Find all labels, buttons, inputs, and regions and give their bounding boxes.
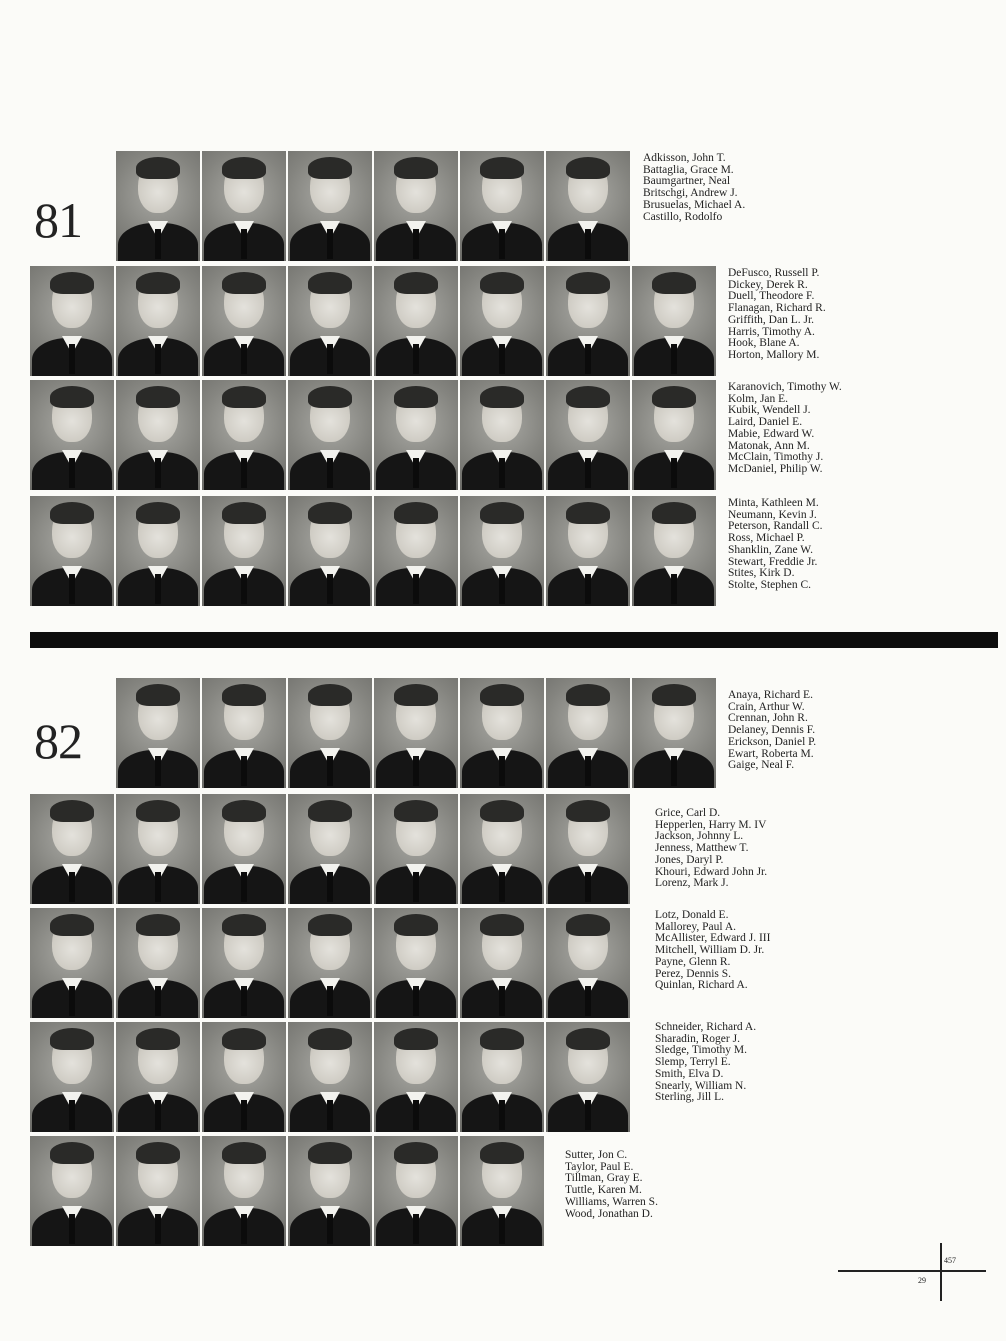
portrait-photo	[202, 151, 286, 261]
name-list	[643, 153, 745, 223]
cadet-name: Hook, Blane A.	[728, 337, 800, 350]
cadet-name: Khouri, Edward John Jr.	[655, 865, 768, 878]
cadet-name: Battaglia, Grace M.	[643, 163, 734, 176]
portrait-photo	[546, 908, 630, 1018]
portrait-photo	[460, 794, 544, 904]
name-list	[655, 910, 770, 992]
portrait-photo	[546, 380, 630, 490]
portrait-photo	[116, 266, 200, 376]
cadet-name: Ewart, Roberta M.	[728, 747, 814, 760]
cadet-name: Mallorey, Paul A.	[655, 920, 737, 933]
cadet-name: Gaige, Neal F.	[728, 759, 795, 772]
portrait-photo	[374, 151, 458, 261]
cadet-name: Tuttle, Karen M.	[565, 1184, 642, 1197]
cadet-name: Stolte, Stephen C.	[728, 578, 812, 591]
cadet-name: Lorenz, Mark J.	[655, 877, 729, 890]
cadet-name: Erickson, Daniel P.	[728, 735, 817, 748]
cadet-name: Griffith, Dan L. Jr.	[728, 313, 815, 326]
portrait-photo	[288, 908, 372, 1018]
portrait-photo	[30, 1136, 114, 1246]
portrait-row	[30, 496, 716, 606]
name-list	[728, 498, 823, 592]
portrait-photo	[288, 151, 372, 261]
portrait-photo	[116, 380, 200, 490]
portrait-photo	[116, 908, 200, 1018]
portrait-photo	[460, 678, 544, 788]
portrait-photo	[202, 380, 286, 490]
cadet-name: Flanagan, Richard R.	[728, 302, 826, 315]
portrait-photo	[30, 496, 114, 606]
cadet-name: Sharadin, Roger J.	[655, 1032, 740, 1045]
portrait-photo	[460, 908, 544, 1018]
portrait-photo	[374, 496, 458, 606]
cadet-name: Ross, Michael P.	[728, 532, 805, 545]
cadet-name: Shanklin, Zane W.	[728, 543, 813, 556]
section-label-81: 81	[34, 192, 82, 248]
portrait-photo	[288, 266, 372, 376]
cadet-name: Lotz, Donald E.	[655, 909, 729, 921]
portrait-photo	[202, 794, 286, 904]
portrait-photo	[632, 266, 716, 376]
section-label-82: 82	[34, 713, 82, 769]
portrait-row	[30, 794, 630, 904]
section-divider	[30, 632, 998, 648]
cadet-name: Taylor, Paul E.	[565, 1160, 634, 1173]
cadet-name: Tillman, Gray E.	[565, 1172, 643, 1185]
cadet-name: Karanovich, Timothy W.	[728, 381, 842, 393]
portrait-photo	[202, 1022, 286, 1132]
cadet-name: Castillo, Rodolfo	[643, 210, 723, 223]
cadet-name: McClain, Timothy J.	[728, 451, 824, 464]
cadet-name: Stewart, Freddie Jr.	[728, 555, 818, 568]
folio-rule-horizontal	[838, 1270, 986, 1272]
portrait-photo	[202, 1136, 286, 1246]
portrait-photo	[288, 794, 372, 904]
portrait-photo	[374, 794, 458, 904]
portrait-photo	[30, 380, 114, 490]
cadet-name: Hepperlen, Harry M. IV	[655, 818, 767, 831]
cadet-name: Quinlan, Richard A.	[655, 979, 748, 992]
portrait-photo	[460, 1022, 544, 1132]
portrait-photo	[546, 151, 630, 261]
portrait-photo	[546, 496, 630, 606]
page-number: 457	[944, 1256, 956, 1265]
cadet-name: Mabie, Edward W.	[728, 427, 815, 440]
cadet-name: McDaniel, Philip W.	[728, 462, 823, 475]
cadet-name: Harris, Timothy A.	[728, 325, 815, 338]
cadet-name: Anaya, Richard E.	[728, 689, 813, 701]
cadet-name: Brusuelas, Michael A.	[643, 198, 746, 211]
portrait-photo	[546, 266, 630, 376]
cadet-name: Smith, Elva D.	[655, 1067, 724, 1080]
portrait-row	[116, 151, 630, 261]
cadet-name: Dickey, Derek R.	[728, 278, 808, 291]
portrait-photo	[546, 794, 630, 904]
cadet-name: DeFusco, Russell P.	[728, 267, 820, 279]
portrait-photo	[288, 678, 372, 788]
cadet-name: Britschgi, Andrew J.	[643, 187, 738, 200]
portrait-photo	[460, 151, 544, 261]
portrait-photo	[202, 678, 286, 788]
portrait-photo	[116, 151, 200, 261]
cadet-name: Minta, Kathleen M.	[728, 497, 819, 509]
cadet-name: Payne, Glenn R.	[655, 955, 731, 968]
portrait-photo	[202, 908, 286, 1018]
portrait-photo	[116, 1022, 200, 1132]
cadet-name: Sledge, Timothy M.	[655, 1044, 748, 1057]
portrait-photo	[546, 678, 630, 788]
portrait-row	[30, 266, 716, 376]
cadet-name: Delaney, Dennis F.	[728, 724, 816, 737]
cadet-name: Snearly, William N.	[655, 1079, 747, 1092]
portrait-photo	[460, 266, 544, 376]
cadet-name: Sutter, Jon C.	[565, 1149, 628, 1161]
cadet-name: Perez, Dennis S.	[655, 967, 732, 980]
cadet-name: Crennan, John R.	[728, 712, 808, 725]
cadet-name: Schneider, Richard A.	[655, 1021, 757, 1033]
cadet-name: Peterson, Randall C.	[728, 520, 823, 533]
portrait-photo	[632, 678, 716, 788]
name-list	[728, 268, 826, 362]
portrait-photo	[374, 380, 458, 490]
cadet-name: Matonak, Ann M.	[728, 439, 810, 452]
portrait-photo	[288, 496, 372, 606]
portrait-photo	[202, 496, 286, 606]
cadet-name: Slemp, Terryl E.	[655, 1056, 731, 1069]
portrait-photo	[374, 1022, 458, 1132]
cadet-name: Horton, Mallory M.	[728, 348, 820, 361]
cadet-name: Kolm, Jan E.	[728, 392, 789, 405]
portrait-row	[30, 1022, 630, 1132]
name-list	[728, 690, 816, 772]
portrait-photo	[374, 266, 458, 376]
portrait-photo	[460, 1136, 544, 1246]
cadet-name: Grice, Carl D.	[655, 807, 721, 819]
portrait-photo	[116, 794, 200, 904]
folio-rule-vertical	[940, 1243, 942, 1301]
portrait-photo	[374, 908, 458, 1018]
portrait-photo	[288, 1136, 372, 1246]
cadet-name: Duell, Theodore F.	[728, 290, 815, 303]
portrait-row	[30, 908, 630, 1018]
portrait-row	[116, 678, 716, 788]
portrait-photo	[374, 678, 458, 788]
cadet-name: Crain, Arthur W.	[728, 700, 805, 713]
portrait-photo	[374, 1136, 458, 1246]
cadet-name: Stites, Kirk D.	[728, 567, 795, 580]
portrait-photo	[30, 908, 114, 1018]
portrait-photo	[632, 496, 716, 606]
cadet-name: Wood, Jonathan D.	[565, 1207, 653, 1220]
cadet-name: Neumann, Kevin J.	[728, 508, 817, 521]
portrait-photo	[288, 380, 372, 490]
portrait-photo	[116, 1136, 200, 1246]
portrait-photo	[30, 1022, 114, 1132]
cadet-name: Kubik, Wendell J.	[728, 404, 811, 417]
portrait-photo	[116, 678, 200, 788]
portrait-row	[30, 380, 716, 490]
cadet-name: Sterling, Jill L.	[655, 1091, 724, 1104]
cadet-name: Williams, Warren S.	[565, 1195, 658, 1208]
cadet-name: Jones, Daryl P.	[655, 853, 724, 866]
cadet-name: Adkisson, John T.	[643, 152, 726, 164]
cadet-name: Laird, Daniel E.	[728, 416, 803, 429]
name-list	[728, 382, 842, 476]
cadet-name: Baumgartner, Neal	[643, 175, 731, 188]
cadet-name: McAllister, Edward J. III	[655, 932, 771, 945]
cadet-name: Jackson, Johnny L.	[655, 830, 744, 843]
portrait-photo	[632, 380, 716, 490]
folio-number: 29	[918, 1276, 926, 1285]
cadet-name: Mitchell, William D. Jr.	[655, 944, 765, 957]
portrait-photo	[30, 794, 114, 904]
portrait-photo	[460, 496, 544, 606]
name-list	[655, 1022, 756, 1104]
portrait-photo	[460, 380, 544, 490]
name-list	[655, 808, 767, 890]
portrait-photo	[202, 266, 286, 376]
cadet-name: Jenness, Matthew T.	[655, 842, 749, 855]
portrait-photo	[116, 496, 200, 606]
portrait-photo	[546, 1022, 630, 1132]
portrait-photo	[30, 266, 114, 376]
portrait-row	[30, 1136, 544, 1246]
portrait-photo	[288, 1022, 372, 1132]
name-list	[565, 1150, 658, 1220]
